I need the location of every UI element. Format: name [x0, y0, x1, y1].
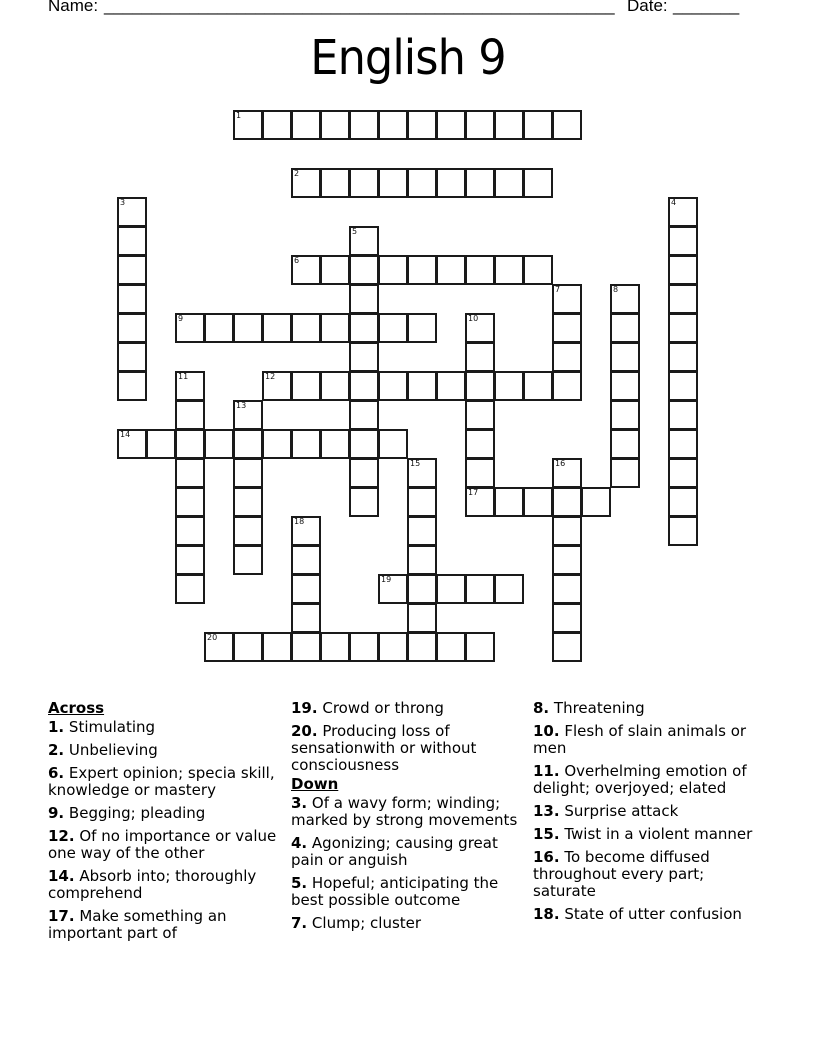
grid-cell[interactable] — [610, 342, 640, 372]
grid-cell[interactable] — [407, 255, 437, 285]
grid-cell[interactable] — [291, 545, 321, 575]
grid-cell[interactable] — [523, 255, 553, 285]
clue-text: Flesh of slain animals or men — [533, 722, 747, 757]
grid-cell[interactable] — [175, 429, 205, 459]
grid-cell[interactable] — [291, 313, 321, 343]
grid-cell[interactable] — [668, 313, 698, 343]
clue-number: 16. — [533, 848, 560, 866]
clue-number: 7. — [291, 914, 308, 932]
grid-cell[interactable] — [552, 458, 582, 488]
grid-cell[interactable] — [175, 574, 205, 604]
grid-cell[interactable] — [523, 168, 553, 198]
clue-text: Expert opinion; specia skill, knowledge or mastery — [48, 764, 275, 799]
clue-number: 1 — [236, 111, 242, 120]
clue-text: Threatening — [553, 699, 645, 717]
clue-number: 8. — [533, 699, 550, 717]
down-clue — [533, 723, 768, 757]
clue-number: 19. — [291, 699, 318, 717]
name-label: Name: — [48, 0, 99, 15]
grid-cell[interactable] — [146, 429, 176, 459]
clue-number: 20. — [291, 722, 318, 740]
down-heading: Down — [291, 775, 339, 793]
clue-number: 17 — [468, 488, 479, 497]
grid-cell[interactable] — [117, 197, 147, 227]
grid-cell[interactable] — [378, 429, 408, 459]
grid-cell[interactable] — [465, 458, 495, 488]
grid-cell[interactable] — [233, 632, 263, 662]
clue-number: 14. — [48, 867, 75, 885]
across-clue — [48, 868, 278, 902]
grid-cell[interactable] — [465, 313, 495, 343]
grid-cell[interactable] — [610, 400, 640, 430]
grid-cell[interactable] — [668, 226, 698, 256]
grid-cell[interactable] — [668, 516, 698, 546]
grid-cell[interactable] — [378, 255, 408, 285]
date-field[interactable]: _______ — [673, 0, 740, 15]
grid-cell[interactable] — [465, 487, 495, 517]
grid-cell[interactable] — [291, 603, 321, 633]
grid-cell[interactable] — [320, 255, 350, 285]
clue-number: 3. — [291, 794, 308, 812]
grid-cell[interactable] — [668, 429, 698, 459]
grid-cell[interactable] — [291, 574, 321, 604]
grid-cell[interactable] — [117, 342, 147, 372]
grid-cell[interactable] — [233, 545, 263, 575]
clue-number: 9. — [48, 804, 65, 822]
clue-text: Of a wavy form; winding; marked by strong movements — [291, 794, 518, 829]
grid-cell[interactable] — [494, 168, 524, 198]
grid-cell[interactable] — [407, 632, 437, 662]
grid-cell[interactable] — [552, 487, 582, 517]
grid-cell[interactable] — [117, 226, 147, 256]
grid-cell[interactable] — [436, 371, 466, 401]
grid-cell[interactable] — [465, 574, 495, 604]
down-clue — [533, 849, 768, 900]
grid-cell[interactable] — [378, 313, 408, 343]
grid-cell[interactable] — [349, 313, 379, 343]
down-clue — [291, 875, 521, 909]
grid-cell[interactable] — [407, 110, 437, 140]
grid-cell[interactable] — [465, 110, 495, 140]
grid-cell[interactable] — [378, 168, 408, 198]
grid-cell[interactable] — [320, 371, 350, 401]
clue-text: Agonizing; causing great pain or anguish — [291, 834, 498, 869]
clue-number: 20 — [207, 633, 218, 642]
grid-cell[interactable] — [407, 574, 437, 604]
clue-number: 12. — [48, 827, 75, 845]
grid-cell[interactable] — [378, 110, 408, 140]
grid-cell[interactable] — [349, 400, 379, 430]
down-clue — [533, 700, 768, 717]
grid-cell[interactable] — [465, 168, 495, 198]
grid-cell[interactable] — [262, 110, 292, 140]
clue-text: To become diffused throughout every part; saturate — [533, 848, 710, 900]
clue-text: Crowd or throng — [322, 699, 444, 717]
clue-number: 6. — [48, 764, 65, 782]
clue-text: Overhelming emotion of delight; overjoyed; elated — [533, 762, 747, 797]
clue-text: Make something an important part of — [48, 907, 227, 942]
across-heading: Across — [48, 699, 105, 717]
clue-number: 15 — [410, 459, 421, 468]
grid-cell[interactable] — [523, 110, 553, 140]
grid-cell[interactable] — [204, 429, 234, 459]
across-clue — [48, 742, 278, 759]
clues-column-1 — [48, 700, 278, 948]
grid-cell[interactable] — [552, 574, 582, 604]
clue-number: 18 — [294, 517, 305, 526]
grid-cell[interactable] — [204, 632, 234, 662]
clue-number: 5. — [291, 874, 308, 892]
clue-number: 10 — [468, 314, 479, 323]
grid-cell[interactable] — [407, 371, 437, 401]
grid-cell[interactable] — [262, 632, 292, 662]
grid-cell[interactable] — [494, 371, 524, 401]
grid-cell[interactable] — [349, 168, 379, 198]
grid-cell[interactable] — [117, 284, 147, 314]
clue-text: Producing loss of sensationwith or without consciousness — [291, 722, 477, 774]
grid-cell[interactable] — [552, 284, 582, 314]
grid-cell[interactable] — [436, 110, 466, 140]
clue-number: 15. — [533, 825, 560, 843]
clue-number: 10. — [533, 722, 560, 740]
grid-cell[interactable] — [175, 313, 205, 343]
grid-cell[interactable] — [436, 632, 466, 662]
grid-cell[interactable] — [378, 371, 408, 401]
grid-cell[interactable] — [117, 429, 147, 459]
header-line — [48, 0, 768, 20]
grid-cell[interactable] — [552, 516, 582, 546]
grid-cell[interactable] — [465, 400, 495, 430]
grid-cell[interactable] — [407, 458, 437, 488]
grid-cell[interactable] — [610, 458, 640, 488]
clues-column-3 — [533, 700, 768, 929]
date-label: Date: — [627, 0, 668, 15]
grid-cell[interactable] — [668, 458, 698, 488]
grid-cell[interactable] — [552, 313, 582, 343]
grid-cell[interactable] — [349, 487, 379, 517]
grid-cell[interactable] — [233, 400, 263, 430]
grid-cell[interactable] — [668, 284, 698, 314]
clue-text: Absorb into; thoroughly comprehend — [48, 867, 257, 902]
grid-cell[interactable] — [291, 371, 321, 401]
grid-cell[interactable] — [465, 255, 495, 285]
clue-number: 13. — [533, 802, 560, 820]
grid-cell[interactable] — [320, 429, 350, 459]
grid-cell[interactable] — [320, 313, 350, 343]
grid-cell[interactable] — [291, 516, 321, 546]
grid-cell[interactable] — [668, 400, 698, 430]
grid-cell[interactable] — [291, 255, 321, 285]
grid-cell[interactable] — [175, 545, 205, 575]
clue-number: 4. — [291, 834, 308, 852]
grid-cell[interactable] — [349, 226, 379, 256]
clue-number: 17. — [48, 907, 75, 925]
clue-text: State of utter confusion — [564, 905, 742, 923]
grid-cell[interactable] — [175, 487, 205, 517]
clue-number: 3 — [120, 198, 126, 207]
grid-cell[interactable] — [262, 429, 292, 459]
grid-cell[interactable] — [233, 458, 263, 488]
grid-cell[interactable] — [494, 574, 524, 604]
grid-cell[interactable] — [407, 487, 437, 517]
grid-cell[interactable] — [494, 110, 524, 140]
grid-cell[interactable] — [523, 487, 553, 517]
clue-number: 14 — [120, 430, 131, 439]
down-clue — [533, 763, 768, 797]
grid-cell[interactable] — [291, 110, 321, 140]
clue-text: Clump; cluster — [311, 914, 422, 932]
grid-cell[interactable] — [233, 110, 263, 140]
grid-cell[interactable] — [668, 371, 698, 401]
grid-cell[interactable] — [465, 371, 495, 401]
grid-cell[interactable] — [552, 603, 582, 633]
grid-cell[interactable] — [668, 255, 698, 285]
grid-cell[interactable] — [117, 371, 147, 401]
grid-cell[interactable] — [349, 371, 379, 401]
clue-number: 8 — [613, 285, 619, 294]
grid-cell[interactable] — [262, 313, 292, 343]
across-clue — [291, 723, 521, 774]
clue-text: Hopeful; anticipating the best possible outcome — [291, 874, 499, 909]
grid-cell[interactable] — [320, 168, 350, 198]
grid-cell[interactable] — [349, 284, 379, 314]
grid-cell[interactable] — [175, 371, 205, 401]
grid-cell[interactable] — [610, 429, 640, 459]
clue-number: 1. — [48, 718, 65, 736]
crossword-grid — [117, 110, 707, 670]
across-clue — [291, 700, 521, 717]
clue-number: 2 — [294, 169, 300, 178]
grid-cell[interactable] — [610, 284, 640, 314]
clue-text: Of no importance or value one way of the other — [48, 827, 277, 862]
clue-number: 18. — [533, 905, 560, 923]
grid-cell[interactable] — [436, 168, 466, 198]
across-clue — [48, 828, 278, 862]
grid-cell[interactable] — [465, 429, 495, 459]
grid-cell[interactable] — [349, 458, 379, 488]
grid-cell[interactable] — [175, 516, 205, 546]
across-clue — [48, 908, 278, 942]
grid-cell[interactable] — [175, 400, 205, 430]
grid-cell[interactable] — [436, 255, 466, 285]
clue-number: 2. — [48, 741, 65, 759]
grid-cell[interactable] — [407, 516, 437, 546]
grid-cell[interactable] — [552, 110, 582, 140]
down-clue — [291, 835, 521, 869]
grid-cell[interactable] — [320, 110, 350, 140]
grid-cell[interactable] — [117, 255, 147, 285]
clue-text: Surprise attack — [564, 802, 679, 820]
grid-cell[interactable] — [465, 632, 495, 662]
grid-cell[interactable] — [262, 371, 292, 401]
clue-number: 11. — [533, 762, 560, 780]
clue-text: Unbelieving — [68, 741, 158, 759]
grid-cell[interactable] — [291, 168, 321, 198]
grid-cell[interactable] — [552, 371, 582, 401]
grid-cell[interactable] — [465, 342, 495, 372]
page-title: English 9 — [310, 30, 506, 86]
grid-cell[interactable] — [291, 429, 321, 459]
grid-cell[interactable] — [320, 632, 350, 662]
grid-cell[interactable] — [407, 168, 437, 198]
clue-number: 9 — [178, 314, 184, 323]
grid-cell[interactable] — [349, 342, 379, 372]
clue-number: 11 — [178, 372, 189, 381]
grid-cell[interactable] — [117, 313, 147, 343]
grid-cell[interactable] — [610, 371, 640, 401]
grid-cell[interactable] — [233, 429, 263, 459]
grid-cell[interactable] — [378, 632, 408, 662]
name-field[interactable]: ______________________________________________________ — [104, 0, 615, 15]
grid-cell[interactable] — [349, 429, 379, 459]
grid-cell[interactable] — [349, 632, 379, 662]
grid-cell[interactable] — [552, 632, 582, 662]
grid-cell[interactable] — [523, 371, 553, 401]
grid-cell[interactable] — [436, 574, 466, 604]
clue-number: 5 — [352, 227, 358, 236]
grid-cell[interactable] — [233, 516, 263, 546]
clue-number: 4 — [671, 198, 677, 207]
grid-cell[interactable] — [291, 632, 321, 662]
grid-cell[interactable] — [407, 313, 437, 343]
grid-cell[interactable] — [610, 313, 640, 343]
down-clue — [533, 803, 768, 820]
grid-cell[interactable] — [581, 487, 611, 517]
grid-cell[interactable] — [668, 487, 698, 517]
clues-column-2 — [291, 700, 521, 938]
grid-cell[interactable] — [407, 603, 437, 633]
grid-cell[interactable] — [407, 545, 437, 575]
grid-cell[interactable] — [552, 545, 582, 575]
grid-cell[interactable] — [349, 255, 379, 285]
grid-cell[interactable] — [494, 255, 524, 285]
grid-cell[interactable] — [204, 313, 234, 343]
clue-text: Stimulating — [68, 718, 156, 736]
grid-cell[interactable] — [233, 487, 263, 517]
across-clue — [48, 765, 278, 799]
grid-cell[interactable] — [378, 574, 408, 604]
down-clue — [533, 906, 768, 923]
clue-number: 6 — [294, 256, 300, 265]
grid-cell[interactable] — [552, 342, 582, 372]
grid-cell[interactable] — [668, 197, 698, 227]
clue-number: 13 — [236, 401, 247, 410]
across-clue — [48, 719, 278, 736]
down-clue — [291, 795, 521, 829]
grid-cell[interactable] — [175, 458, 205, 488]
down-clue — [533, 826, 768, 843]
grid-cell[interactable] — [349, 110, 379, 140]
down-clue — [291, 915, 521, 932]
across-clue — [48, 805, 278, 822]
clue-number: 16 — [555, 459, 566, 468]
clue-number: 7 — [555, 285, 561, 294]
clue-number: 12 — [265, 372, 276, 381]
clue-text: Twist in a violent manner — [564, 825, 753, 843]
clue-text: Begging; pleading — [68, 804, 206, 822]
grid-cell[interactable] — [668, 342, 698, 372]
grid-cell[interactable] — [494, 487, 524, 517]
clue-number: 19 — [381, 575, 392, 584]
grid-cell[interactable] — [233, 313, 263, 343]
